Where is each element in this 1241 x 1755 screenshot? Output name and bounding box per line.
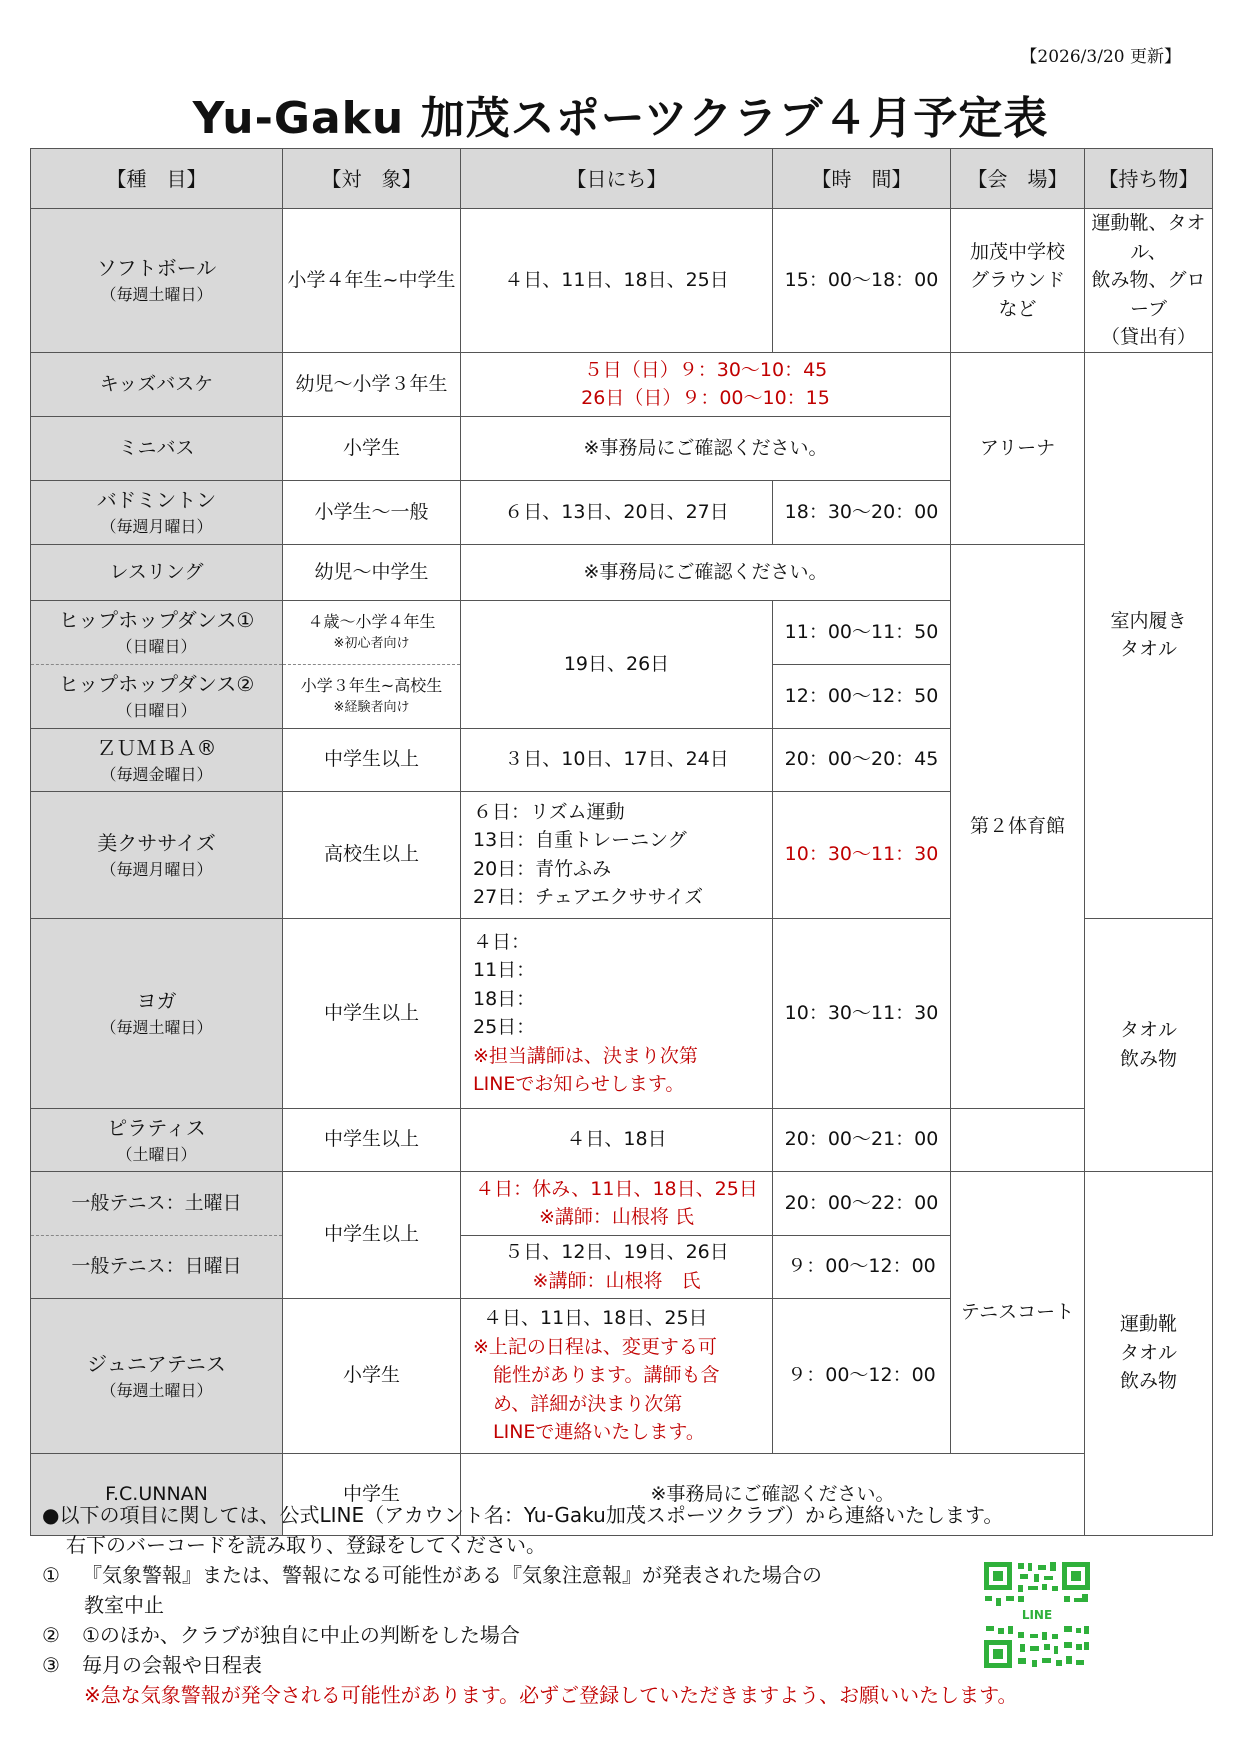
- softball-items-line: （貸出有）: [1100, 326, 1196, 348]
- yoga-date: 25日：: [473, 1016, 536, 1038]
- hiphop2-name: ヒップホップダンス②: [58, 672, 255, 696]
- yoga-date: 18日：: [473, 987, 536, 1010]
- pilates-name: ピラティス: [107, 1115, 206, 1140]
- junior-tennis-name-cell: [31, 1298, 283, 1453]
- badminton-target: 小学生～一般: [283, 480, 461, 544]
- wrestling-name: レスリング: [31, 544, 283, 600]
- tennis-court-venue: テニスコート: [951, 1171, 1085, 1453]
- pilates-note: （土曜日）: [116, 1144, 197, 1164]
- tennis-items-line: タオル: [1119, 1341, 1177, 1364]
- fc-unnan-name: F.C.UNNAN: [31, 1453, 283, 1535]
- table-row: [31, 209, 1213, 353]
- kids-basket-name: キッズバスケ: [31, 352, 283, 416]
- tennis-sun-coach: ※講師：山根将 氏: [532, 1269, 701, 1292]
- header-target: 【対 象】: [283, 149, 461, 209]
- hiphop1-target-note: ※初心者向け: [333, 636, 410, 652]
- updated-date: 【2026/3/20 更新】: [1020, 47, 1181, 67]
- yoga-name: ヨガ: [136, 989, 177, 1013]
- notes-item-1-cont: 教室中止: [84, 1593, 164, 1617]
- tennis-sat-coach: ※講師：山根将 氏: [539, 1206, 694, 1228]
- minibasket-name: ミニバス: [31, 416, 283, 480]
- table-row: [31, 1171, 1213, 1235]
- softball-venue-line: など: [998, 297, 1037, 320]
- kids-basket-schedule: [461, 352, 951, 416]
- towel-items: [1085, 918, 1213, 1171]
- notes-item-2-num: ②: [42, 1623, 60, 1647]
- junior-tennis-note-line: 能性があります。講師も含: [493, 1364, 720, 1387]
- tennis-sat-time: 20：00～22：00: [773, 1171, 951, 1235]
- yoga-date: 11日：: [473, 959, 536, 981]
- junior-tennis-name: ジュニアテニス: [87, 1351, 226, 1376]
- table-header-row: [31, 149, 1213, 209]
- yoga-instructor-note: LINEでお知らせします。: [473, 1073, 685, 1095]
- junior-tennis-time: ９：00～12：00: [773, 1298, 951, 1453]
- badminton-dates: ６日、13日、20日、27日: [461, 480, 773, 544]
- fc-unnan-note: ※事務局にご確認ください。: [461, 1453, 1085, 1535]
- softball-items-line: 運動靴、タオル、: [1091, 212, 1206, 263]
- header-items: 【持ち物】: [1085, 149, 1213, 209]
- tennis-sat-dates: ４日：休み、11日、18日、25日: [475, 1177, 758, 1200]
- hiphop2-target: 小学３年生~高校生: [300, 676, 443, 696]
- zumba-target: 中学生以上: [283, 728, 461, 791]
- table-row: [31, 1108, 1213, 1171]
- hiphop1-note: （日曜日）: [116, 637, 197, 656]
- towel-items-line: タオル: [1119, 1019, 1177, 1041]
- indoor-items-line: 室内履き: [1110, 609, 1187, 632]
- minibasket-note: ※事務局にご確認ください。: [461, 416, 951, 480]
- bixercise-date: ６日：リズム運動: [473, 800, 625, 823]
- yoga-name-cell: [31, 918, 283, 1108]
- pilates-target: 中学生以上: [283, 1108, 461, 1171]
- bixercise-date: 20日：青竹ふみ: [473, 857, 612, 880]
- qr-line-label: LINE: [1015, 1607, 1059, 1623]
- kids-basket-date: 26日（日）９：00～10：15: [581, 387, 830, 409]
- arena-venue: アリーナ: [951, 352, 1085, 544]
- table-row: [31, 544, 1213, 600]
- junior-tennis-dates-cell: [461, 1298, 773, 1453]
- hiphop2-name-cell: [31, 664, 283, 728]
- indoor-items-line: タオル: [1119, 638, 1177, 660]
- hiphop1-target: ４歳～小学４年生: [307, 612, 436, 632]
- notes-warning: ※急な気象警報が発令される可能性があります。必ずご登録していただきますよう、お願いいたします。: [84, 1683, 1018, 1707]
- yoga-dates: [461, 918, 773, 1108]
- header-time: 【時 間】: [773, 149, 951, 209]
- yoga-note: （毎週土曜日）: [100, 1018, 213, 1037]
- table-row: [31, 352, 1213, 416]
- softball-dates: ４日、11日、18日、25日: [461, 209, 773, 353]
- header-venue: 【会 場】: [951, 149, 1085, 209]
- bixercise-dates: [461, 791, 773, 918]
- bixercise-date: 27日：チェアエクササイズ: [473, 886, 704, 908]
- tennis-sun-time: ９：00～12：00: [773, 1235, 951, 1298]
- hiphop-dates: 19日、26日: [461, 600, 773, 728]
- gym2-venue: 第２体育館: [951, 544, 1085, 1108]
- softball-items: [1085, 209, 1213, 353]
- badminton-time: 18：30～20：00: [773, 480, 951, 544]
- notes-item-3-text: 毎月の会報や日程表: [82, 1653, 262, 1677]
- bixercise-target: 高校生以上: [283, 791, 461, 918]
- softball-name: ソフトボール: [96, 256, 217, 281]
- hiphop1-name-cell: [31, 600, 283, 664]
- badminton-note: （毎週月曜日）: [100, 517, 213, 536]
- junior-tennis-target: 小学生: [283, 1298, 461, 1453]
- notes-intro: ●以下の項目に関しては、公式LINE（アカウント名：Yu-Gaku加茂スポーツクラブ）から連絡いたします。: [42, 1503, 1004, 1527]
- badminton-name-cell: [31, 480, 283, 544]
- notes-item-1-num: ①: [42, 1563, 60, 1587]
- softball-venue-line: グラウンド: [969, 269, 1065, 291]
- tennis-sun-dates: ５日、12日、19日、26日: [504, 1241, 729, 1263]
- pilates-dates: ４日、18日: [461, 1108, 773, 1171]
- indoor-items: [1085, 352, 1213, 918]
- tennis-sun-name: 一般テニス：日曜日: [31, 1235, 283, 1298]
- junior-tennis-note-line: ※上記の日程は、変更する可: [473, 1335, 717, 1358]
- tennis-sat-dates-cell: [461, 1171, 773, 1235]
- softball-time: 15：00～18：00: [773, 209, 951, 353]
- zumba-note: （毎週金曜日）: [100, 764, 213, 784]
- pilates-time: 20：00～21：00: [773, 1108, 951, 1171]
- tennis-items-line: 飲み物: [1119, 1370, 1177, 1393]
- notes-item-1-text: 『気象警報』または、警報になる可能性がある『気象注意報』が発表された場合の: [82, 1563, 822, 1587]
- hiphop1-name: ヒップホップダンス①: [58, 608, 255, 632]
- yoga-target: 中学生以上: [283, 918, 461, 1108]
- fc-unnan-target: 中学生: [283, 1453, 461, 1535]
- notes-item-2-text: ①のほか、クラブが独自に中止の判断をした場合: [82, 1623, 520, 1647]
- yoga-date: ４日：: [473, 930, 531, 953]
- softball-target: 小学４年生~中学生: [283, 209, 461, 353]
- junior-tennis-note-line: LINEで連絡いたします。: [493, 1421, 705, 1444]
- line-qr-code[interactable]: [982, 1560, 1092, 1670]
- minibasket-target: 小学生: [283, 416, 461, 480]
- header-category: 【種 目】: [31, 149, 283, 209]
- notes-item-3-num: ③: [42, 1653, 60, 1677]
- softball-venue: [951, 209, 1085, 353]
- yoga-instructor-note: ※担当講師は、決まり次第: [473, 1044, 698, 1067]
- yoga-time: 10：30～11：30: [773, 918, 951, 1108]
- tennis-items: [1085, 1171, 1213, 1535]
- page-title: Yu-Gaku 加茂スポーツクラブ４月予定表: [192, 93, 1049, 144]
- bixercise-date: 13日：自重トレーニング: [473, 829, 687, 851]
- tennis-target: 中学生以上: [283, 1171, 461, 1298]
- zumba-time: 20：00～20：45: [773, 728, 951, 791]
- junior-tennis-dates: ４日、11日、18日、25日: [483, 1307, 708, 1330]
- softball-items-line: 飲み物、グローブ: [1091, 269, 1206, 320]
- bixercise-name: 美クササイズ: [97, 830, 216, 855]
- tennis-sun-dates-cell: [461, 1235, 773, 1298]
- softball-venue-line: 加茂中学校: [969, 240, 1065, 263]
- wrestling-target: 幼児～中学生: [283, 544, 461, 600]
- bixercise-note: （毎週月曜日）: [100, 859, 213, 879]
- bixercise-name-cell: [31, 791, 283, 918]
- softball-note: （毎週土曜日）: [100, 285, 213, 305]
- hiphop2-time: 12：00～12：50: [773, 664, 951, 728]
- hiphop2-target-note: ※経験者向け: [333, 700, 410, 716]
- header-dates: 【日にち】: [461, 149, 773, 209]
- notes-register: 右下のバーコードを読み取り、登録をしてください。: [66, 1533, 546, 1557]
- junior-tennis-note-line: め、詳細が決まり次第: [493, 1392, 683, 1415]
- hiphop1-target-cell: [283, 600, 461, 664]
- zumba-name: ＺＵＭＢＡ®: [96, 735, 217, 760]
- bixercise-time: 10：30～11：30: [773, 791, 951, 918]
- kids-basket-target: 幼児～小学３年生: [283, 352, 461, 416]
- pilates-name-cell: [31, 1108, 283, 1171]
- wrestling-note: ※事務局にご確認ください。: [461, 544, 951, 600]
- hiphop2-target-cell: [283, 664, 461, 728]
- zumba-name-cell: [31, 728, 283, 791]
- junior-tennis-note: （毎週土曜日）: [100, 1380, 213, 1400]
- kids-basket-date: ５日（日）９：30～10：45: [583, 358, 828, 381]
- hiphop2-note: （日曜日）: [116, 701, 197, 720]
- tennis-items-line: 運動靴: [1119, 1313, 1177, 1336]
- badminton-name: バドミントン: [96, 488, 217, 512]
- tennis-sat-name: 一般テニス：土曜日: [31, 1171, 283, 1235]
- towel-items-line: 飲み物: [1119, 1047, 1177, 1070]
- softball-name-cell: [31, 209, 283, 353]
- hiphop1-time: 11：00～11：50: [773, 600, 951, 664]
- zumba-dates: ３日、10日、17日、24日: [461, 728, 773, 791]
- schedule-table: [30, 148, 1213, 1536]
